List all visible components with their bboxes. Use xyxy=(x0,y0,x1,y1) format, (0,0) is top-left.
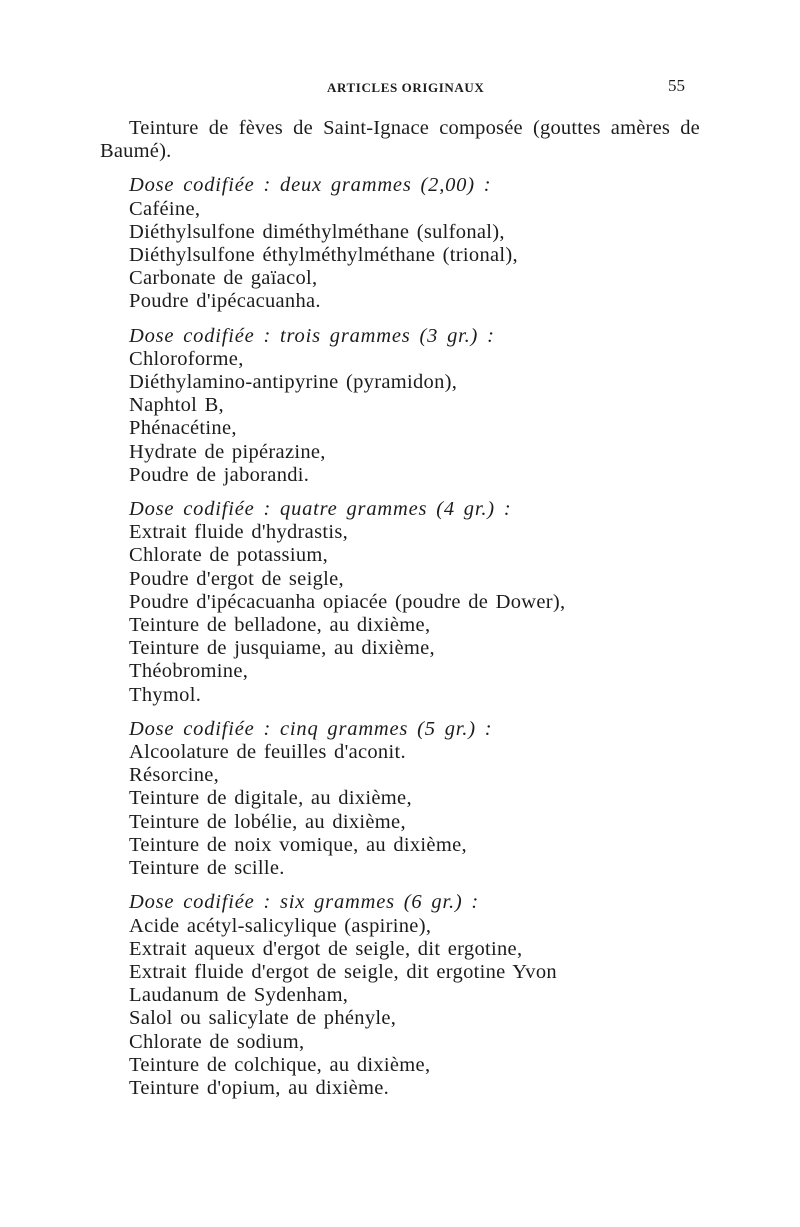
substance-item: Théobromine, xyxy=(129,660,249,683)
substance-item: Thymol. xyxy=(129,683,202,706)
substance-item: Teinture de noix vomique, au dixième, xyxy=(129,833,467,856)
substance-item: Teinture de colchique, au dixième, xyxy=(129,1053,431,1076)
dose-sections xyxy=(100,174,700,1100)
substance-item: Alcoolature de feuilles d'aconit. xyxy=(129,741,406,764)
substance-item: Teinture de digitale, au dixième, xyxy=(129,787,412,810)
dose-section xyxy=(100,174,700,313)
substance-item: Poudre d'ergot de seigle, xyxy=(129,567,344,590)
substance-item: Poudre de jaborandi. xyxy=(129,463,310,486)
intro-paragraph: Teinture de fèves de Saint-Ignace composée (gouttes amères de Baumé). xyxy=(100,117,700,163)
substance-item: Phénacétine, xyxy=(129,417,237,440)
substance-item: Extrait aqueux d'ergot de seigle, dit ergotine, xyxy=(129,937,523,960)
dose-section xyxy=(100,891,700,1100)
page-body xyxy=(100,117,700,1100)
substance-item: Hydrate de pipérazine, xyxy=(129,440,326,463)
substance-item: Extrait fluide d'hydrastis, xyxy=(129,521,349,544)
dose-section xyxy=(100,325,700,487)
substance-item: Diéthylsulfone éthylméthylméthane (trional), xyxy=(129,244,518,267)
dose-section xyxy=(100,718,700,880)
substance-item: Teinture de belladone, au dixième, xyxy=(129,614,431,637)
dose-heading: Dose codifiée : cinq grammes (5 gr.) : xyxy=(129,717,493,740)
substance-item: Naphtol B, xyxy=(129,394,224,417)
substance-item: Acide acétyl-salicylique (aspirine), xyxy=(129,914,432,937)
substance-item: Teinture de lobélie, au dixième, xyxy=(129,810,406,833)
dose-heading: Dose codifiée : deux grammes (2,00) : xyxy=(129,174,492,197)
substance-item: Résorcine, xyxy=(129,764,220,787)
page-number: 55 xyxy=(668,76,685,95)
substance-item: Diéthylsulfone diméthylméthane (sulfonal), xyxy=(129,220,505,243)
substance-item: Caféine, xyxy=(129,197,201,220)
substance-item: Teinture de jusquiame, au dixième, xyxy=(129,637,435,660)
substance-item: Poudre d'ipécacuanha. xyxy=(129,290,321,313)
substance-item: Teinture d'opium, au dixième. xyxy=(129,1076,390,1099)
substance-item: Poudre d'ipécacuanha opiacée (poudre de Dower), xyxy=(129,590,566,613)
dose-section xyxy=(100,498,700,707)
dose-heading: Dose codifiée : quatre grammes (4 gr.) : xyxy=(129,498,512,521)
substance-item: Laudanum de Sydenham, xyxy=(129,984,349,1007)
substance-item: Salol ou salicylate de phényle, xyxy=(129,1007,397,1030)
running-head xyxy=(130,72,685,102)
substance-item: Carbonate de gaïacol, xyxy=(129,267,318,290)
substance-item: Chlorate de potassium, xyxy=(129,544,329,567)
substance-item: Teinture de scille. xyxy=(129,857,285,880)
running-title: ARTICLES ORIGINAUX xyxy=(327,80,485,95)
dose-heading: Dose codifiée : trois grammes (3 gr.) : xyxy=(129,324,495,347)
substance-item: Chlorate de sodium, xyxy=(129,1030,305,1053)
substance-item: Chloroforme, xyxy=(129,347,244,370)
substance-item: Diéthylamino-antipyrine (pyramidon), xyxy=(129,371,458,394)
substance-item: Extrait fluide d'ergot de seigle, dit ergotine Yvon xyxy=(129,960,557,983)
dose-heading: Dose codifiée : six grammes (6 gr.) : xyxy=(129,891,480,914)
